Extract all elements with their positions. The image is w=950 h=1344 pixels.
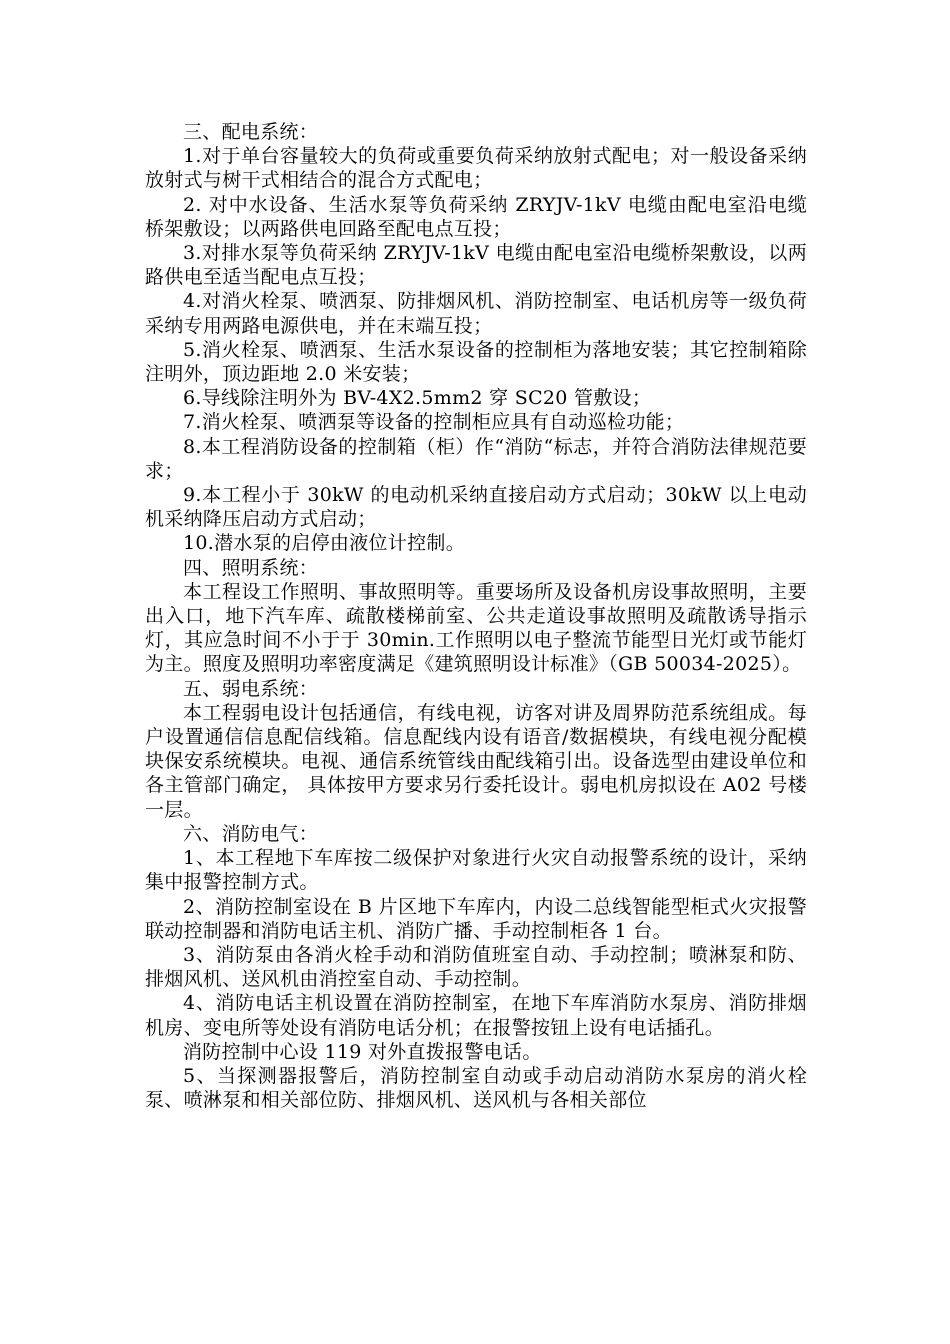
section-heading-power-distribution: 三、配电系统： bbox=[183, 121, 319, 143]
section-heading-fire-electrical: 六、消防电气： bbox=[183, 822, 319, 845]
paragraph: 4、消防电话主机设置在消防控制室，在地下车库消防水泵房、消防排烟机房、变电所等处设有消防电话分机；在报警按钮上设有电话插孔。 bbox=[145, 992, 807, 1039]
paragraph: 3.对排水泵等负荷采纳 ZRYJV-1kV 电缆由配电室沿电缆桥架敷设，以两路供电至适当配电点互投； bbox=[145, 242, 807, 289]
paragraph: 2、消防控制室设在 B 片区地下车库内，内设二总线智能型柜式火灾报警联动控制器和消防电话主机、消防广播、手动控制柜各 1 台。 bbox=[145, 895, 807, 942]
paragraph: 4.对消火栓泵、喷洒泵、防排烟风机、消防控制室、电话机房等一级负荷采纳专用两路电源供电，并在末端互投； bbox=[145, 290, 807, 337]
paragraph: 1.对于单台容量较大的负荷或重要负荷采纳放射式配电；对一般设备采纳放射式与树干式相结合的混合方式配电； bbox=[145, 145, 807, 192]
section-heading-low-voltage: 五、弱电系统： bbox=[183, 677, 319, 700]
section-heading-lighting: 四、照明系统： bbox=[183, 556, 319, 579]
paragraph: 10.潜水泵的启停由液位计控制。 bbox=[183, 532, 466, 555]
paragraph: 1、本工程地下车库按二级保护对象进行火灾自动报警系统的设计，采纳集中报警控制方式。 bbox=[145, 847, 807, 894]
paragraph: 5、当探测器报警后，消防控制室自动或手动启动消防水泵房的消火栓泵、喷淋泵和相关部位防、排烟风机、送风机与各相关部位 bbox=[145, 1064, 807, 1112]
paragraph: 3、消防泵由各消火栓手动和消防值班室自动、手动控制；喷淋泵和防、排烟风机、送风机由消控室自动、手动控制。 bbox=[145, 943, 807, 991]
paragraph: 7.消火栓泵、喷洒泵等设备的控制柜应具有自动巡检功能； bbox=[183, 411, 685, 434]
paragraph: 本工程设工作照明、事故照明等。重要场所及设备机房设事故照明，主要出入口，地下汽车库、疏散楼梯前室、公共走道设事故照明及疏散诱导指示灯，其应急时间不小于于 30min.工作照明以电子整流节能型日光灯或节能灯为主。照度及照明功率密度满足《建筑照明设计标准》（GB 50034-2025）。 bbox=[145, 580, 807, 676]
paragraph: 8.本工程消防设备的控制箱（柜）作“消防“标志，并符合消防法律规范要求； bbox=[145, 435, 807, 482]
paragraph: 本工程弱电设计包括通信，有线电视，访客对讲及周界防范系统组成。每户设置通信信息配信线箱。信息配线内设有语音/数据模块，有线电视分配模块保安系统模块。电视、通信系统管线由配线箱引出。设备选型由建设单位和各主管部门确定， 具体按甲方要求另行委托设计。弱电机房拟设在 A02 号楼一层。 bbox=[145, 701, 807, 821]
paragraph: 消防控制中心设 119 对外直拨报警电话。 bbox=[183, 1040, 542, 1063]
paragraph: 9.本工程小于 30kW 的电动机采纳直接启动方式启动；30kW 以上电动机采纳降压启动方式启动； bbox=[145, 484, 807, 531]
paragraph: 5.消火栓泵、喷洒泵、生活水泵设备的控制柜为落地安装；其它控制箱除注明外，顶边距地 2.0 米安装； bbox=[145, 338, 807, 386]
paragraph: 2. 对中水设备、生活水泵等负荷采纳 ZRYJV-1kV 电缆由配电室沿电缆桥架敷设；以两路供电回路至配电点互投； bbox=[145, 193, 807, 240]
paragraph: 6.导线除注明外为 BV-4X2.5mm2 穿 SC20 管敷设； bbox=[183, 387, 652, 410]
document-page bbox=[145, 120, 807, 1112]
